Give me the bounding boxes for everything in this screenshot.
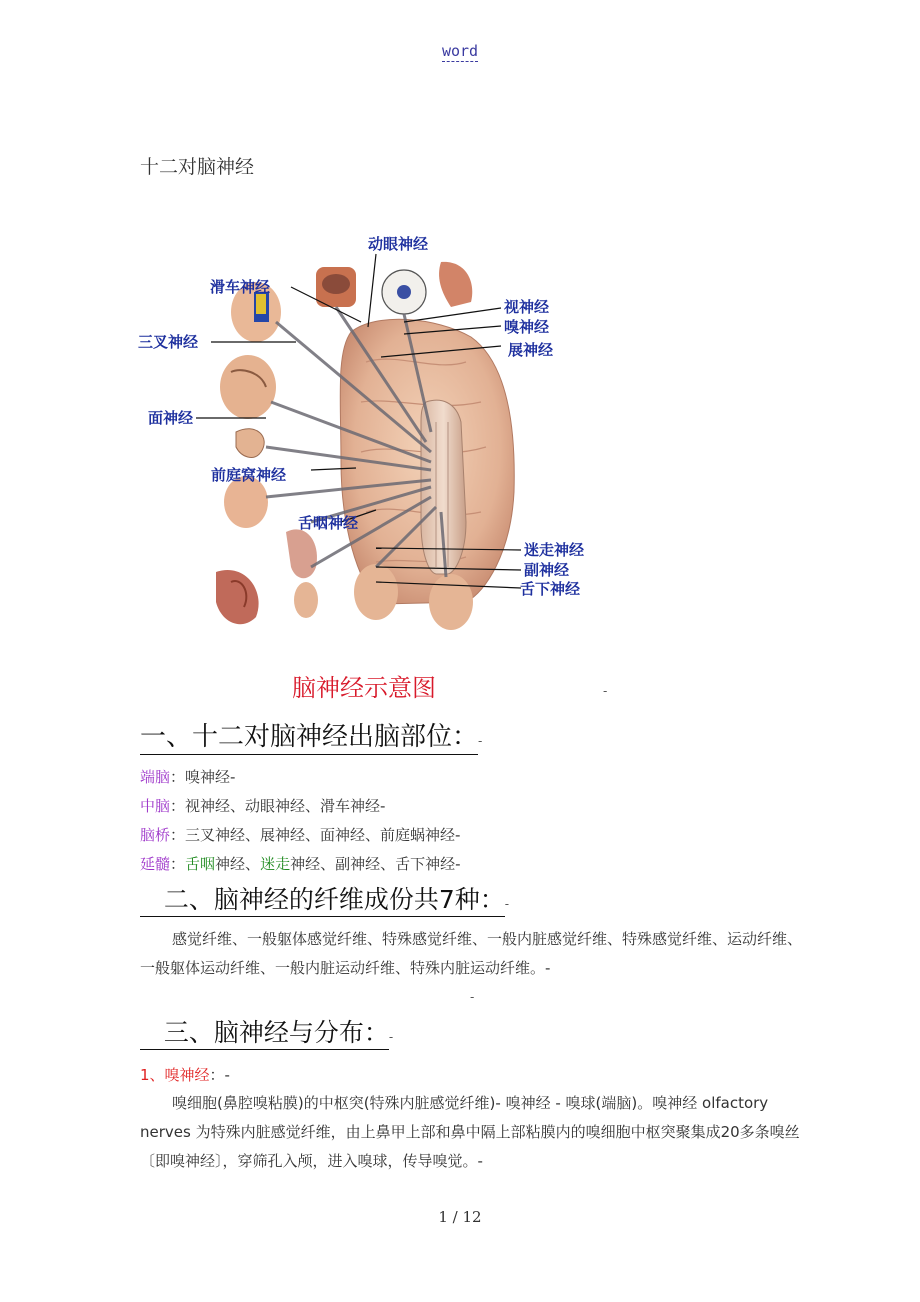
- subsection-label: 1、嗅神经: [140, 1066, 210, 1084]
- region-row: [140, 824, 460, 845]
- eyeball-image: [382, 270, 426, 314]
- ear-image: [236, 429, 264, 458]
- section2-heading-label: 二、脑神经的纤维成份共7种：: [163, 885, 505, 914]
- header-word-link[interactable]: word: [441, 42, 479, 60]
- figure-caption: 脑神经示意图: [292, 674, 436, 702]
- label-abducens: 展神经: [508, 341, 554, 359]
- region-nerves: 视神经、动眼神经、滑车神经-: [185, 797, 386, 815]
- header-word: [0, 42, 920, 60]
- section2-heading-text: [140, 885, 505, 917]
- label-vagus: 迷走神经: [524, 541, 585, 559]
- section3-heading: [140, 1013, 393, 1049]
- region-nerves: 神经、副神经、舌下神经-: [290, 855, 461, 873]
- label-hypoglossal: 舌下神经: [520, 580, 581, 598]
- region-sep: ：: [170, 797, 186, 815]
- label-glossopharyngeal: 舌咽神经: [298, 514, 359, 532]
- region-nerves: 神经、: [215, 855, 261, 873]
- paragraph-mark: -: [470, 990, 475, 1004]
- cranial-nerves-figure: [136, 222, 616, 642]
- label-accessory: 副神经: [524, 561, 570, 579]
- head-trigeminal-image: [220, 355, 276, 419]
- label-optic: 视神经: [504, 298, 550, 316]
- section1-heading: [140, 716, 482, 753]
- subsection-suffix: ：-: [209, 1066, 230, 1084]
- region-nerves: 嗅神经-: [185, 768, 236, 786]
- section2-heading: [140, 880, 509, 916]
- section3-heading-text: [140, 1018, 389, 1050]
- label-trigeminal: 三叉神经: [138, 333, 199, 351]
- region-sep: ：: [170, 855, 186, 873]
- section3-heading-mark: -: [388, 1030, 394, 1044]
- region-row: [140, 795, 385, 816]
- section2-heading-mark: -: [504, 897, 510, 911]
- nose-image: [439, 262, 472, 307]
- label-facial: 面神经: [148, 409, 194, 427]
- page-number: 1 / 12: [438, 1208, 482, 1226]
- region-name: 脑桥: [140, 826, 171, 844]
- region-name: 延髓: [140, 855, 171, 873]
- region-row: [140, 766, 235, 787]
- section3-heading-label: 三、脑神经与分布：: [163, 1018, 389, 1047]
- section1-heading-mark: -: [478, 734, 483, 748]
- region-name: 端脑: [140, 768, 171, 786]
- highlight-vagus: 迷走: [260, 855, 291, 873]
- section2-body: 感觉纤维、一般躯体感觉纤维、特殊感觉纤维、一般内脏感觉纤维、特殊感觉纤维、运动纤维、一般躯体运动纤维、一般内脏运动纤维、特殊内脏运动纤维。-: [140, 930, 803, 977]
- label-vestibulocochlear: 前庭窝神经: [211, 466, 287, 484]
- label-trochlear: 滑车神经: [210, 278, 271, 296]
- region-sep: ：: [170, 768, 186, 786]
- section1-heading-text: 一、十二对脑神经出脑部位：: [140, 722, 478, 755]
- cranial-nerves-illustration: [136, 222, 616, 642]
- region-nerves: 三叉神经、展神经、面神经、前庭蜗神经-: [185, 826, 461, 844]
- subsection-heading: [140, 1064, 230, 1085]
- region-name: 中脑: [140, 797, 171, 815]
- label-oculomotor: 动眼神经: [368, 235, 429, 253]
- region-row: [140, 853, 461, 874]
- paragraph-mark: -: [603, 684, 608, 698]
- eye-muscle-image: [316, 267, 356, 307]
- label-olfactory: 嗅神经: [504, 318, 550, 336]
- section3-body: 嗅细胞(鼻腔嗅粘膜)的中枢突(特殊内脏感觉纤维)- 嗅神经 - 嗅球(端脑)。嗅神经 olfactory nerves 为特殊内脏感觉纤维，由上鼻甲上部和鼻中隔上部粘膜内的嗅细胞中枢突聚集成20多条嗅丝〔即嗅神经〕，穿筛孔入颅，进入嗅球，传导嗅觉。-: [140, 1094, 800, 1170]
- region-sep: ：: [170, 826, 186, 844]
- document-title: 十二对脑神经: [140, 156, 255, 178]
- highlight-glossopharyngeal: 舌咽: [185, 855, 216, 873]
